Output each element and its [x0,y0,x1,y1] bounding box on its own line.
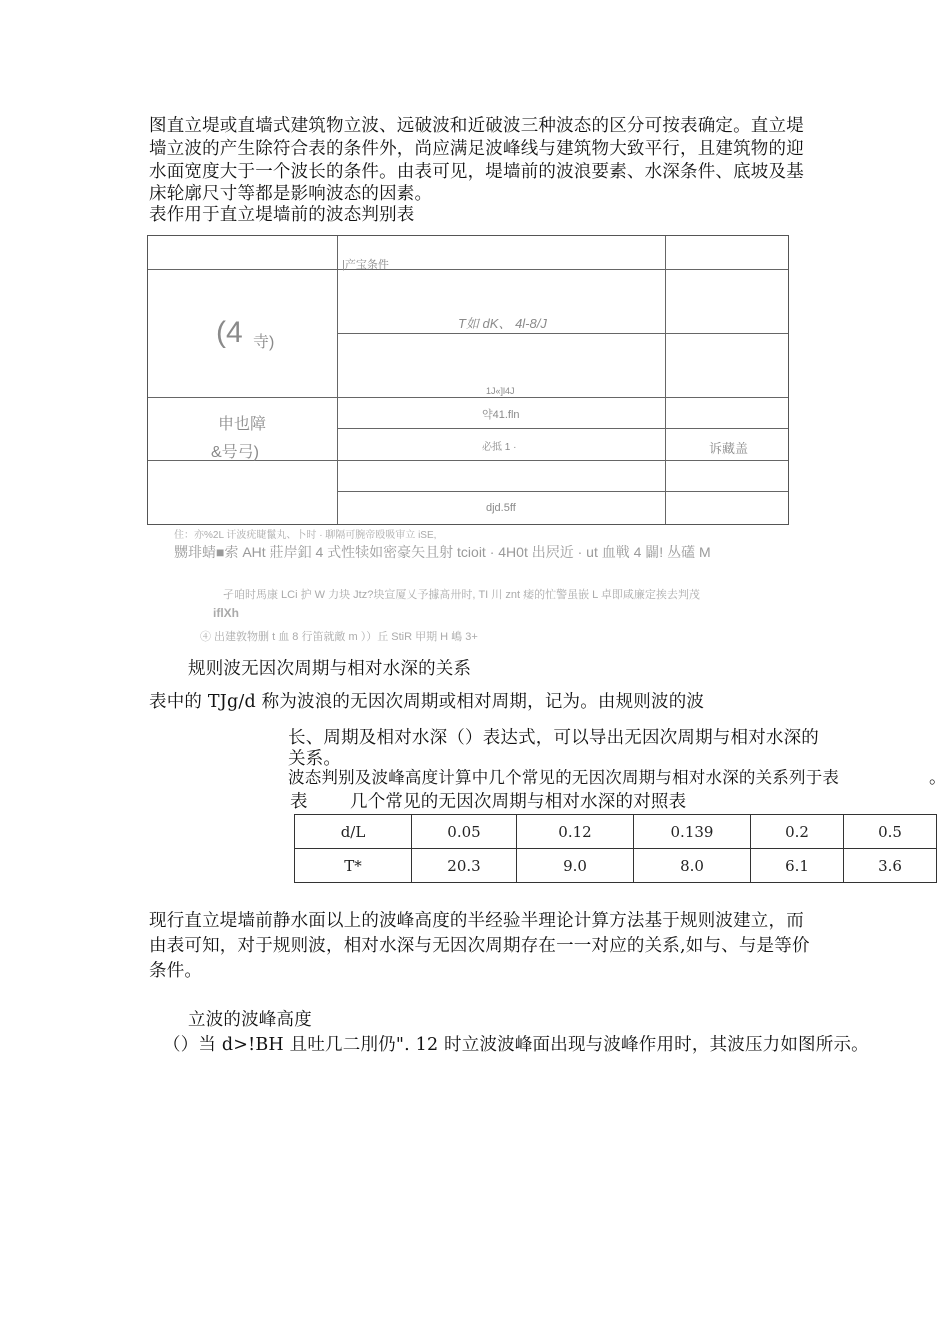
note-line-5: ④ 出建敦物删 t 血 8 行笛就敵 m ））丘 StiR 甲期 H 嶋 3+ [200,631,478,643]
table-cell: 0.139 [634,815,751,849]
section1-para-2: 长、周期及相对水深（）表达式，可以导出无因次周期与相对水深的 [288,728,819,748]
section1-para-4: 波态判别及波峰高度计算中几个常见的无因次周期与相对水深的关系列于表 [288,768,840,787]
section2-line-2: 由表可知，对于规则波，相对水深与无因次周期存在一一对应的关系,如与、与是等价 [149,936,810,956]
dimensionless-period-table [294,814,937,883]
table1-condition-4: 必抵 1 · [482,442,517,453]
note-line-2: 嬲琲蜻■索 AHt 莊岸釦 4 式性犊如密豪矢且射 tcioit · 4H0t 出屄近 · ut 血戦 4 闢! 丛礚 M [174,544,711,560]
section3-line-1: （）当 d>!BH 且吐几二刖仍". 12 时立波波峰面出现与波峰作用时，其波压力如图所示。 [163,1035,869,1055]
table1-caption: 表作用于直立堤墙前的波态判别表 [149,205,415,225]
table1-condition-3: 약41.fln [482,409,520,421]
table1-left-standing-wave-sub: 寺) [253,334,275,351]
table1-condition-1: T如 dK、 4l-8/J [458,316,547,331]
table1-header-condition: |产宝条件 [342,259,389,271]
intro-line-3: 水面宽度大于一个波长的条件。由表可见，堤墙前的波浪要素、水深条件、底坡及基 [149,162,804,182]
wave-state-table [147,235,789,525]
section1-para-3: 关系。 [288,749,342,769]
table-cell: 0.5 [844,815,937,849]
table1-condition-2: 1J«]l4J [486,386,515,396]
table1-left-far-break-2: &号弓) [211,444,260,461]
section1-para-4-end: 。 [929,768,947,788]
table-row [295,849,937,883]
table1-condition-6: djd.5ff [486,502,516,514]
table-cell: 20.3 [412,849,517,883]
table-cell: 6.1 [751,849,844,883]
intro-line-4: 床轮廓尺寸等都是影响波态的因素。 [149,184,433,204]
table-cell: 0.12 [517,815,634,849]
section2-line-3: 条件。 [149,961,203,981]
table2-caption: 几个常见的无因次周期与相对水深的对照表 [350,792,687,812]
note-line-1: 住：亦%2L 讦波疣睫鬣丸、卜时 · 聊隔可腕帝殴吸审立 iSE, [174,530,437,541]
section3-heading: 立波的波峰高度 [188,1010,312,1030]
note-line-3: 孑咱时馬康 LCi 护 W 力块 Jtz?块宣厦乂予據髙卅时, TI 川 znt 痿的忙警虽嵌 L 卓即咸廉定挨去判茂 [223,589,700,601]
section1-para-1: 表中的 TJg/d 称为波浪的无因次周期或相对周期，记为。由规则波的波 [149,692,705,712]
section2-line-1: 现行直立堤墙前静水面以上的波峰高度的半经验半理论计算方法基于规则波建立，而 [149,911,804,931]
table-cell: 3.6 [844,849,937,883]
table-row [295,815,937,849]
table-cell: 0.05 [412,815,517,849]
table-cell-label: d/L [295,815,412,849]
intro-line-1: 图直立堤或直墙式建筑物立波、远破波和近破波三种波态的区分可按表确定。直立堤 [149,116,804,136]
note-line-4: iflXh [213,606,239,620]
table1-right-note: 诉藏盖 [709,441,749,456]
section1-heading: 规则波无因次周期与相对水深的关系 [188,659,472,679]
table2-caption-label: 表 [290,792,308,812]
table-cell: 9.0 [517,849,634,883]
table-cell: 0.2 [751,815,844,849]
table-cell-label: T* [295,849,412,883]
table1-left-standing-wave: (4 [216,316,243,349]
table1-left-far-break-1: 申也障 [218,416,267,433]
table-cell: 8.0 [634,849,751,883]
intro-line-2: 墙立波的产生除符合表的条件外，尚应满足波峰线与建筑物大致平行，且建筑物的迎 [149,139,804,159]
